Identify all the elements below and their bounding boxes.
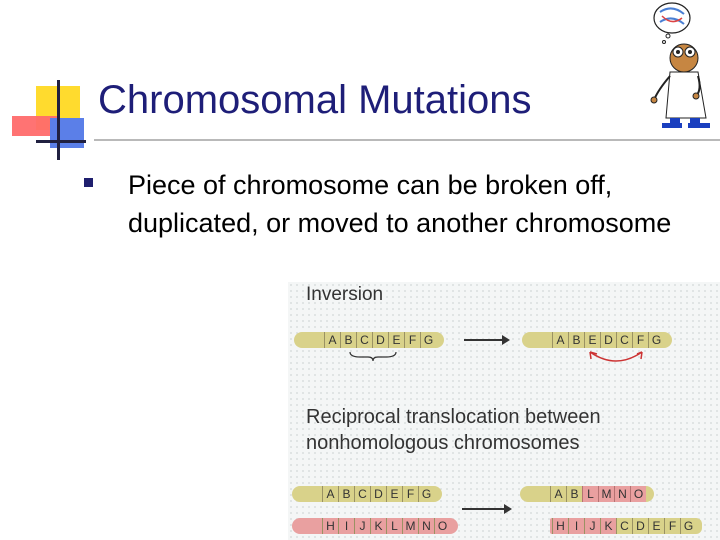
gene-segment: D <box>600 332 616 348</box>
bullet-square-icon <box>84 178 93 187</box>
gene-segment: A <box>550 486 566 502</box>
title-deco-blue <box>50 118 84 148</box>
inversion-brace <box>348 350 398 362</box>
gene-segment: L <box>386 518 402 534</box>
chromosome-mutation-figure <box>288 282 720 540</box>
chromosome-translocation-after-2 <box>550 518 702 534</box>
chromosome-inversion-before <box>294 332 444 348</box>
gene-segment: E <box>648 518 664 534</box>
gene-segment: G <box>418 486 434 502</box>
gene-segment: G <box>680 518 696 534</box>
gene-segment: D <box>372 332 388 348</box>
chromosome-end <box>696 518 702 534</box>
chromosome-end <box>450 518 458 534</box>
gene-segment: C <box>356 332 372 348</box>
gene-segment: B <box>568 332 584 348</box>
chromosome-end <box>646 486 654 502</box>
gene-segment: C <box>616 518 632 534</box>
chromosome-translocation-before-2 <box>292 518 458 534</box>
translocation-heading-line1: Reciprocal translocation between <box>306 406 601 428</box>
gene-segment: A <box>324 332 340 348</box>
gene-segment: D <box>632 518 648 534</box>
title-deco-vline <box>57 80 60 160</box>
slide-title: Chromosomal Mutations <box>98 78 532 122</box>
gene-segment: C <box>616 332 632 348</box>
gene-segment: E <box>388 332 404 348</box>
chromosome-translocation-before-1 <box>292 486 442 502</box>
gene-segment: I <box>568 518 584 534</box>
arrow-right-icon <box>462 508 510 510</box>
chromosome-translocation-after-1 <box>520 486 654 502</box>
translocation-heading-line2: nonhomologous chromosomes <box>306 432 580 454</box>
gene-segment: E <box>584 332 600 348</box>
gene-segment: M <box>402 518 418 534</box>
gene-segment: F <box>632 332 648 348</box>
gene-segment: K <box>600 518 616 534</box>
gene-segment: O <box>434 518 450 534</box>
gene-segment: G <box>420 332 436 348</box>
translocation-heading <box>306 404 716 456</box>
gene-segment: F <box>664 518 680 534</box>
gene-segment: D <box>370 486 386 502</box>
gene-segment: E <box>386 486 402 502</box>
gene-segment: N <box>614 486 630 502</box>
title-deco-hline <box>36 140 86 143</box>
gene-segment: I <box>338 518 354 534</box>
arrow-right-icon <box>464 339 508 341</box>
chromosome-inversion-after <box>522 332 672 348</box>
gene-segment: H <box>552 518 568 534</box>
title-rule <box>94 139 720 141</box>
centromere-arm <box>292 518 322 534</box>
bullet-text: Piece of chromosome can be broken off, duplicated, or moved to another chromosome <box>128 170 672 238</box>
chromosome-end <box>664 332 672 348</box>
chromosome-end <box>436 332 444 348</box>
gene-segment: B <box>566 486 582 502</box>
gene-segment: B <box>338 486 354 502</box>
gene-segment: F <box>402 486 418 502</box>
gene-segment: C <box>354 486 370 502</box>
centromere-arm <box>520 486 550 502</box>
gene-segment: A <box>552 332 568 348</box>
gene-segment: J <box>354 518 370 534</box>
inversion-swap-arc <box>586 348 648 370</box>
centromere-arm <box>292 486 322 502</box>
inversion-heading: Inversion <box>306 284 384 305</box>
gene-segment: H <box>322 518 338 534</box>
centromere-arm <box>294 332 324 348</box>
centromere-arm <box>522 332 552 348</box>
scientist-cartoon-icon <box>640 0 720 130</box>
gene-segment: B <box>340 332 356 348</box>
gene-segment: J <box>584 518 600 534</box>
gene-segment: O <box>630 486 646 502</box>
gene-segment: G <box>648 332 664 348</box>
gene-segment: A <box>322 486 338 502</box>
gene-segment: K <box>370 518 386 534</box>
gene-segment: N <box>418 518 434 534</box>
chromosome-end <box>434 486 442 502</box>
gene-segment: F <box>404 332 420 348</box>
gene-segment: M <box>598 486 614 502</box>
gene-segment: L <box>582 486 598 502</box>
